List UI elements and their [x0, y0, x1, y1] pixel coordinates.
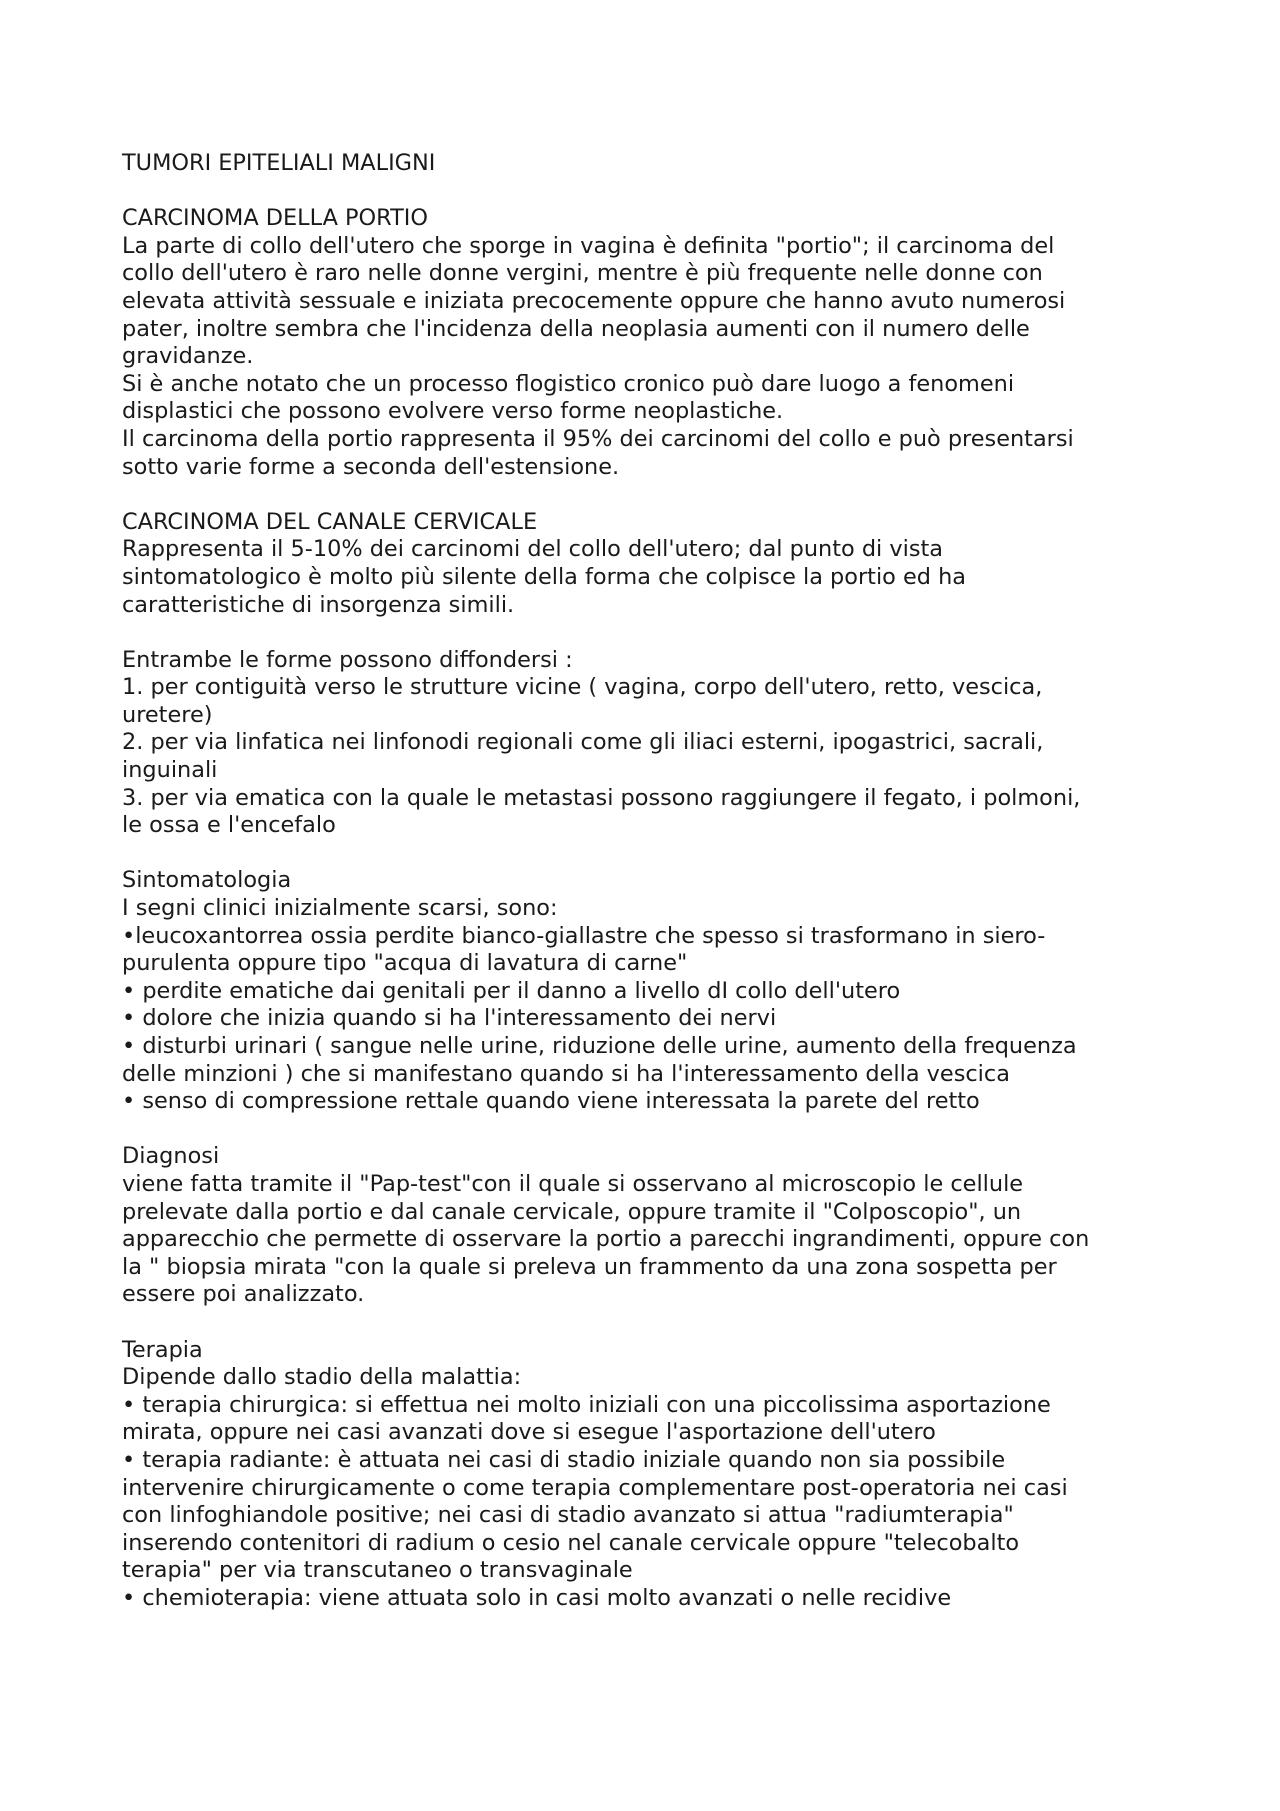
document-title: TUMORI EPITELIALI MALIGNI: [122, 150, 436, 176]
text-line: 2. per via linfatica nei linfonodi regionali come gli iliaci esterni, ipogastrici, sacrali,: [122, 729, 1044, 756]
text-line: delle minzioni ) che si manifestano quando si ha l'interessamento della vescica: [122, 1060, 1010, 1087]
text-line: gravidanze.: [122, 343, 254, 370]
text-line: prelevate dalla portio e dal canale cervicale, oppure tramite il "Colposcopio", un: [122, 1198, 1022, 1225]
document-page: [122, 150, 1162, 1612]
text-line: elevata attività sessuale e iniziata precocemente oppure che hanno avuto numerosi: [122, 287, 1066, 314]
section-heading: CARCINOMA DEL CANALE CERVICALE: [122, 508, 538, 535]
text-line: I segni clinici inizialmente scarsi, sono:: [122, 895, 558, 922]
spacer: [122, 1116, 1162, 1144]
text-line: caratteristiche di insorgenza simili.: [122, 591, 515, 618]
text-line: inserendo contenitori di radium o cesio nel canale cervicale oppure "telecobalto: [122, 1529, 1020, 1556]
spacer: [122, 619, 1162, 647]
text-line: purulenta oppure tipo "acqua di lavatura di carne": [122, 950, 688, 977]
section-entrambe-le-forme-possono-diffondersi: [122, 647, 1162, 868]
text-line: Rappresenta il 5-10% dei carcinomi del collo dell'utero; dal punto di vista: [122, 536, 944, 563]
text-line: con linfoghiandole positive; nei casi di stadio avanzato si attua "radiumterapia": [122, 1502, 1014, 1529]
section-heading: Entrambe le forme possono diffondersi :: [122, 646, 573, 673]
text-line: mirata, oppure nei casi avanzati dove si esegue l'asportazione dell'utero: [122, 1419, 936, 1446]
text-line: • terapia chirurgica: si effettua nei molto iniziali con una piccolissima asportazione: [122, 1391, 1051, 1418]
section-heading: Sintomatologia: [122, 867, 292, 894]
section-carcinoma-della-portio: [122, 205, 1162, 509]
text-line: collo dell'utero è raro nelle donne vergini, mentre è più frequente nelle donne con: [122, 260, 1043, 287]
text-line: uretere): [122, 701, 213, 728]
text-line: intervenire chirurgicamente o come terapia complementare post-operatoria nei casi: [122, 1474, 1068, 1501]
text-line: Dipende dallo stadio della malattia:: [122, 1364, 522, 1391]
text-line: displastici che possono evolvere verso forme neoplastiche.: [122, 398, 784, 425]
section-heading: Diagnosi: [122, 1143, 220, 1170]
spacer: [122, 178, 1162, 206]
section-sintomatologia: [122, 867, 1162, 1143]
text-line: sotto varie forme a seconda dell'estensione.: [122, 453, 620, 480]
section-terapia: [122, 1337, 1162, 1613]
section-carcinoma-del-canale-cervicale: [122, 509, 1162, 647]
text-line: •leucoxantorrea ossia perdite bianco-giallastre che spesso si trasformano in siero-: [122, 922, 1046, 949]
text-line: 1. per contiguità verso le strutture vicine ( vagina, corpo dell'utero, retto, vescica,: [122, 674, 1043, 701]
text-line: inguinali: [122, 757, 218, 784]
section-heading: Terapia: [122, 1336, 203, 1363]
text-line: • perdite ematiche dai genitali per il danno a livello dI collo dell'utero: [122, 977, 901, 1004]
text-line: Il carcinoma della portio rappresenta il 95% dei carcinomi del collo e può presentarsi: [122, 425, 1074, 452]
text-line: la " biopsia mirata "con la quale si preleva un frammento da una zona sospetta per: [122, 1253, 1057, 1280]
spacer: [122, 481, 1162, 509]
text-line: Si è anche notato che un processo flogistico cronico può dare luogo a fenomeni: [122, 370, 1015, 397]
spacer: [122, 1309, 1162, 1337]
text-line: La parte di collo dell'utero che sporge in vagina è definita "portio"; il carcinoma del: [122, 232, 1055, 259]
text-line: sintomatologico è molto più silente della forma che colpisce la portio ed ha: [122, 563, 966, 590]
text-line: • dolore che inizia quando si ha l'interessamento dei nervi: [122, 1005, 777, 1032]
text-line: le ossa e l'encefalo: [122, 812, 336, 839]
text-line: viene fatta tramite il "Pap-test"con il quale si osservano al microscopio le cellule: [122, 1170, 1024, 1197]
text-line: apparecchio che permette di osservare la portio a parecchi ingrandimenti, oppure con: [122, 1226, 1090, 1253]
text-line: 3. per via ematica con la quale le metastasi possono raggiungere il fegato, i polmoni,: [122, 784, 1081, 811]
text-line: essere poi analizzato.: [122, 1281, 365, 1308]
text-line: • disturbi urinari ( sangue nelle urine, riduzione delle urine, aumento della frequenza: [122, 1033, 1077, 1059]
section-heading: CARCINOMA DELLA PORTIO: [122, 205, 429, 232]
section-diagnosi: [122, 1143, 1162, 1336]
text-line: • terapia radiante: è attuata nei casi di stadio iniziale quando non sia possibile: [122, 1446, 1006, 1473]
text-line: terapia" per via transcutaneo o transvaginale: [122, 1557, 633, 1584]
text-line: • chemioterapia: viene attuata solo in casi molto avanzati o nelle recidive: [122, 1584, 952, 1611]
text-line: pater, inoltre sembra che l'incidenza della neoplasia aumenti con il numero delle: [122, 315, 1030, 342]
text-line: • senso di compressione rettale quando viene interessata la parete del retto: [122, 1088, 980, 1115]
document-body: [122, 205, 1162, 1612]
spacer: [122, 840, 1162, 868]
